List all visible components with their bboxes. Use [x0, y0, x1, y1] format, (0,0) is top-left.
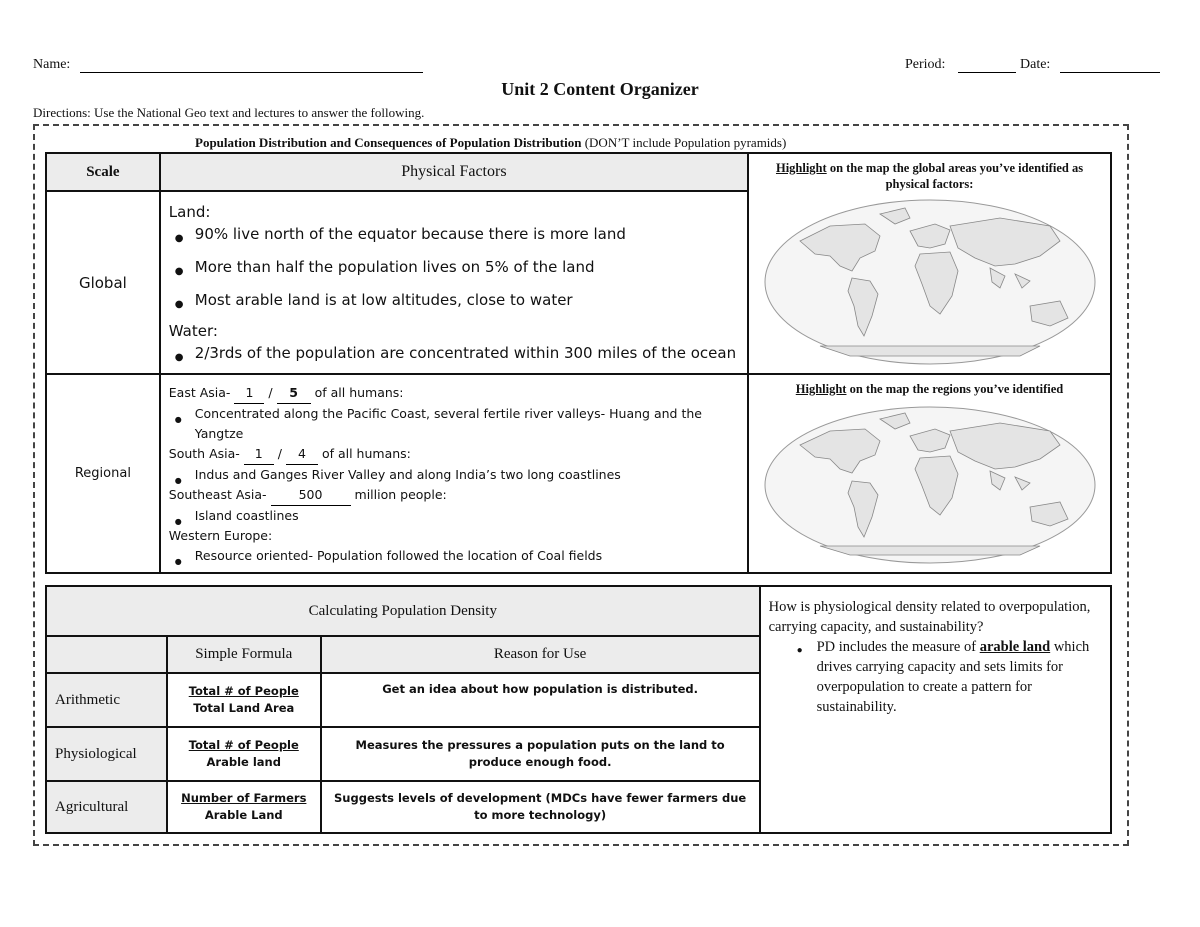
regional-scale-label: Regional	[46, 374, 160, 573]
world-map-global[interactable]	[760, 196, 1100, 368]
list-item: ● More than half the population lives on 5% of the land	[195, 257, 739, 277]
east-asia-suffix: of all humans:	[314, 385, 404, 400]
reason-physiological: Measures the pressures a population puts on the land to produce enough food.	[321, 727, 760, 781]
global-map-cell	[748, 153, 1111, 374]
page-title: Unit 2 Content Organizer	[501, 79, 699, 99]
global-scale-label: Global	[46, 191, 160, 374]
south-asia-denominator[interactable]: 4	[286, 444, 318, 465]
physiological-question-cell	[760, 586, 1111, 833]
reason-agricultural: Suggests levels of development (MDCs have fewer farmers due to more technology)	[321, 781, 760, 833]
east-asia-sep: /	[268, 385, 273, 400]
se-asia-suffix: million people:	[354, 487, 447, 502]
section1-title-bold: Population Distribution and Consequences of Population Distribution	[195, 135, 582, 150]
answer-post: which drives carrying capacity and sets limits for overpopulation to create a pattern for sustainability.	[816, 639, 1090, 715]
east-asia-numerator[interactable]: 1	[234, 383, 264, 404]
formula-denominator: Arable land	[206, 755, 281, 769]
density-title: Calculating Population Density	[46, 586, 760, 636]
list-item: ● 2/3rds of the population are concentrated within 300 miles of the ocean	[195, 343, 739, 363]
row-type-physiological: Physiological	[46, 727, 167, 781]
formula-arithmetic	[167, 673, 321, 727]
answer-pre: PD includes the measure of	[816, 639, 977, 655]
date-label: Date:	[1020, 57, 1051, 72]
formula-numerator: Number of Farmers	[181, 791, 307, 805]
formula-physiological	[167, 727, 321, 781]
directions: Directions: Use the National Geo text and lectures to answer the following.	[33, 105, 425, 120]
land-list	[169, 224, 739, 310]
se-asia-value[interactable]: 500	[271, 485, 351, 506]
list-item: ● Island coastlines	[195, 506, 739, 526]
formula-agricultural	[167, 781, 321, 833]
se-asia-line	[169, 485, 739, 506]
regional-map-instruction-text: on the map the regions you’ve identified	[849, 382, 1064, 396]
east-asia-denominator[interactable]: 5	[277, 383, 311, 404]
section1-title-note: (DON’T include Population pyramids)	[584, 135, 787, 150]
water-label: Water:	[168, 322, 218, 340]
formula-numerator: Total # of People	[188, 684, 299, 698]
list-item: ● Concentrated along the Pacific Coast, several fertile river valleys- Huang and the Yangtze	[195, 404, 739, 444]
se-asia-list	[169, 506, 739, 526]
formula-denominator: Total Land Area	[193, 701, 295, 715]
south-asia-line	[169, 444, 739, 465]
name-field[interactable]	[80, 72, 423, 73]
list-item: ● Indus and Ganges River Valley and along India’s two long coastlines	[195, 465, 739, 485]
east-asia-line	[169, 383, 739, 404]
population-density-table	[45, 585, 1112, 834]
global-map-instruction-text: on the map the global areas you’ve identified as physical factors:	[829, 161, 1084, 191]
reason-arithmetic: Get an idea about how population is distributed.	[321, 673, 760, 727]
east-asia-label: East Asia-	[168, 385, 231, 400]
global-map-instruction	[753, 160, 1106, 192]
physiological-answer-list	[769, 637, 1104, 717]
physiological-question: How is physiological density related to overpopulation, carrying capacity, and sustainability?	[768, 599, 1091, 635]
east-asia-list	[169, 404, 739, 444]
south-asia-numerator[interactable]: 1	[244, 444, 274, 465]
col-header-physical: Physical Factors	[160, 153, 748, 191]
period-label: Period:	[905, 57, 946, 72]
south-asia-sep: /	[277, 446, 282, 461]
date-field[interactable]	[1060, 72, 1160, 73]
col-header-reason: Reason for Use	[321, 636, 760, 673]
regional-map-cell	[748, 374, 1111, 573]
south-asia-list	[169, 465, 739, 485]
name-label: Name:	[33, 57, 71, 72]
world-map-regional[interactable]	[760, 403, 1100, 567]
water-list	[169, 343, 739, 363]
land-label: Land:	[168, 203, 211, 221]
list-item	[817, 637, 1104, 717]
list-item: ● 90% live north of the equator because there is more land	[195, 224, 739, 244]
regional-map-highlight: Highlight	[795, 382, 847, 396]
western-europe-label: Western Europe:	[168, 528, 273, 543]
south-asia-suffix: of all humans:	[321, 446, 411, 461]
list-item: ● Resource oriented- Population followed the location of Coal fields	[195, 546, 739, 566]
south-asia-label: South Asia-	[168, 446, 240, 461]
global-map-highlight: Highlight	[775, 161, 827, 175]
formula-numerator: Total # of People	[188, 738, 299, 752]
row-type-arithmetic: Arithmetic	[46, 673, 167, 727]
se-asia-label: Southeast Asia-	[168, 487, 267, 502]
answer-bold: arable land	[979, 639, 1051, 655]
row-type-agricultural: Agricultural	[46, 781, 167, 833]
col-header-formula: Simple Formula	[167, 636, 321, 673]
population-distribution-table	[45, 152, 1112, 574]
formula-denominator: Arable Land	[204, 808, 283, 822]
regional-physical-factors	[160, 374, 748, 573]
period-field[interactable]	[958, 72, 1016, 73]
global-physical-factors	[160, 191, 748, 374]
blank-header-cell	[46, 636, 167, 673]
regional-map-instruction	[753, 381, 1106, 397]
col-header-scale: Scale	[46, 153, 160, 191]
western-europe-list	[169, 546, 739, 566]
section1-title	[195, 135, 786, 151]
list-item: ● Most arable land is at low altitudes, close to water	[195, 290, 739, 310]
